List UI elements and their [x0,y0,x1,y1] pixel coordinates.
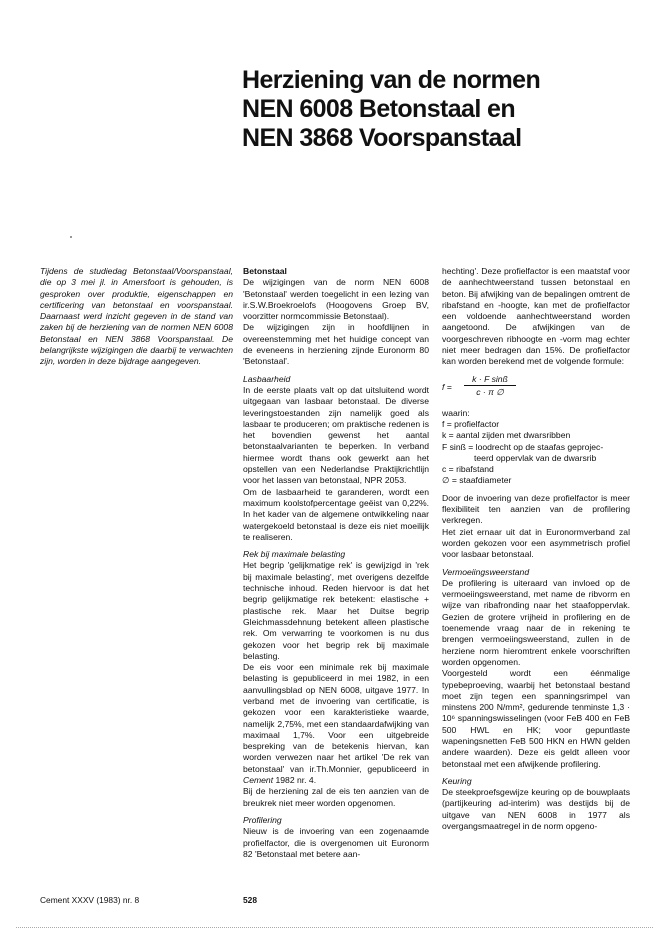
formula-lhs: f = [442,381,452,392]
paragraph-text: De eis voor een minimale rek bij maximale belasting is gepubliceerd in mei 1982, in een aanvullingsblad op NEN 6008, uitgave 1977. In verband met de invoering van certificatie, is gekozen voor een karakteristieke waarde, namelijk 2,75%, met een standaardafwijking van maximaal 1,7%. Voor een uitgebreide bespreking van de betekenis hiervan, kan worden verwezen naar het artikel 'De rek van betonstaal' van ir.Th.Monnier, gepubliceerd in [243,662,429,774]
paragraph-text: 1982 nr. 4. [273,775,317,786]
paragraph: Door de invoering van deze profielfactor is meer flexibiliteit ten aanzien van de profilering verkregen. [442,492,630,526]
definition-item: f = profielfactor [442,418,500,429]
intro-paragraph: Tijdens de studiedag Betonstaal/Voorspanstaal, die op 3 mei jl. in Amersfoort is gehouden, is gesproken over produktie, eigenschappen en certificering van betonstaal en voorspanstaal. Daarnaast werd inzicht gegeven in de stand van zaken bij de herziening van de normen NEN 6008 Betonstaal en NEN 3868 Voorspanstaal. De belangrijkste wijzigingen die daarbij te verwachten zijn, worden in deze bijdrage aangegeven. [40,266,233,367]
paragraph: De wijzigingen zijn in hoofdlijnen in overeenstemming met het huidige concept van de eveneens in herziening zijnde Euronorm 80 'Betonstaal'. [243,322,429,367]
title-line-2: NEN 6008 Betonstaal en [242,95,516,123]
paragraph: Het begrip 'gelijkmatige rek' is gewijzigd in 'rek bij maximale belasting', met overigens dezelfde technische inhoud. Reden hiervoor is dat het begrip gelijkmatige rek betekent: elastische + plastische rek. Maar het Duitse begrip Gleichmassdehnung betekent alleen plastische rek. Om verwarring te voorkomen is nu dus gekozen voor het begrip rek bij maximale belasting. [243,560,429,661]
subheading-profilering: Profilering [243,814,282,825]
profile-factor-formula [442,374,630,400]
subheading-vermoeiingsweerstand: Vermoeiingsweerstand [442,566,530,577]
paragraph: Om de lasbaarheid te garanderen, wordt een maximum koolstofpercentage geëist van 0,22%. In het kader van de algemene ontwikkeling naar watergekoeld betonstaal is deze eis niet moeilijk te realiseren. [243,486,429,542]
formula-numerator: k · F sinß [464,374,516,386]
journal-citation: Cement XXXV (1983) nr. 8 [40,895,140,905]
definition-item-continued: teerd oppervlak van de dwarsrib [474,452,597,463]
title-line-1: Herziening van de normen [242,66,541,94]
paragraph: De profilering is uiteraard van invloed op de vermoeiingsweerstand, met name de ribvorm en wijze van ribafronding naar het staafoppervlak. Gezien de grotere vrijheid in profilering en de toenemende vraag naar de in rekening te brengen vermoeiingsweerstand, zullen in de herziene norm hieromtrent enkele voorschriften worden opgenomen. [442,577,630,667]
paragraph: Bij de herziening zal de eis ten aanzien van de breukrek niet meer worden opgenomen. [243,786,429,808]
definition-intro: waarin: [442,407,470,418]
paragraph: De steekproefsgewijze keuring op de bouwplaats (partijkeuring ad-interim) was destijds bij de uitgave van NEN 6008 in 1977 als overgangsmaatregel in de norm opgeno- [442,787,630,832]
paragraph: In de eerste plaats valt op dat uitsluitend wordt uitgegaan van lasbaar betonstaal. De diverse leveringstoestanden zijn namelijk goed als lasbaar te produceren; om praktische redenen is het bovendien gewenst het aantal betonstaalvarianten te beperken. In verband hiermee wordt thans ook gewerkt aan het opstellen van een Nederlandse Praktijkrichtlijn voor het lassen van betonstaal, NPR 2053. [243,384,429,486]
journal-name: Cement [243,775,274,786]
definition-item: ∅ = staafdiameter [442,475,512,486]
title-line-3: NEN 3868 Voorspanstaal [242,124,522,152]
bottom-rule [16,927,653,928]
definition-item: k = aantal zijden met dwarsribben [442,430,571,441]
page-number: 528 [243,895,257,905]
paragraph: Het ziet ernaar uit dat in Euronormverband zal worden gekozen voor een asymmetrisch profiel voor lasbaar betonstaal. [442,526,630,560]
definition-item: c = ribafstand [442,464,494,475]
section-heading-betonstaal: Betonstaal [243,266,287,276]
paragraph [243,662,429,786]
article-title [242,66,642,153]
paragraph: hechting'. Deze profielfactor is een maatstaf voor de aanhechtweerstand tussen betonstaal en beton. Bij afwijking van de bepalingen omtrent de ribafstand en -hoogte, kan met de profielfactor een voldoende aanhechtweerstand worden aangetoond. De afwijkingen van de voorgeschreven ribhoogte en -vorm mag echter niet meer bedragen dan 15%. De profielfactor kan worden berekend met de volgende formule: [442,266,630,367]
text-column-1 [243,266,429,860]
subheading-lasbaarheid: Lasbaarheid [243,373,291,384]
formula-denominator: c · π ∅ [476,386,504,397]
print-speck [70,236,72,238]
paragraph: Nieuw is de invoering van een zogenaamde profielfactor, die is overgenomen uit Euronorm 82 'Betonstaal met betere aan- [243,826,429,859]
paragraph: Voorgesteld wordt een éénmalige typebeproeving, waarbij het betonstaal bestand moet zijn tegen een spanningsrimpel van minstens 200 N/mm², gedurende tenminste 1,3 · 10⁶ spanningswisselingen (voor FeB 400 en FeB 500 HWL en HK; voor gepuntlaste wapeningsnetten FeB 500 HKN en HWN gelden andere waarden). Deze eis geldt alleen voor betonstaal met een afwijkende profilering. [442,668,630,769]
subheading-keuring: Keuring [442,775,472,786]
paragraph: De wijzigingen van de norm NEN 6008 'Betonstaal' werden toegelicht in een lezing van ir.S.W.Broekroelofs (Hoogovens Groep BV, voorzitter normcommissie Betonstaal). [243,277,429,322]
definition-item: F sinß = loodrecht op de staafas geprojec- [442,441,604,452]
subheading-rek: Rek bij maximale belasting [243,549,346,560]
text-column-2 [442,266,630,832]
